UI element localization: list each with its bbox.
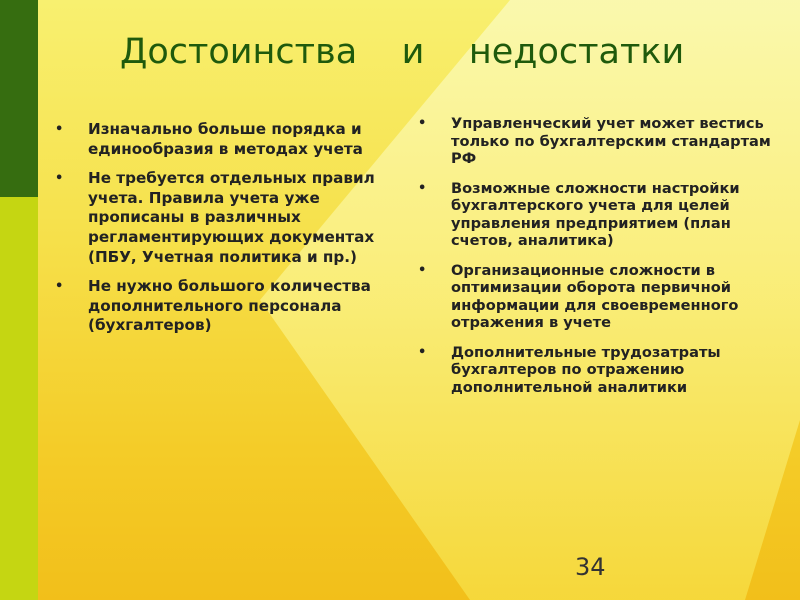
advantage-item <box>55 277 400 336</box>
bullet-icon: • <box>55 122 64 137</box>
bullet-icon: • <box>418 180 427 196</box>
bullet-icon: • <box>418 262 427 278</box>
advantage-item <box>55 169 400 267</box>
advantage-text: Изначально больше порядка и единообразия в методах учета <box>88 120 363 158</box>
disadvantage-text: Управленческий учет может вестись только по бухгалтерским стандартам РФ <box>451 115 771 167</box>
disadvantage-item <box>418 262 793 332</box>
bullet-icon: • <box>418 116 427 131</box>
disadvantage-item <box>418 115 793 168</box>
disadvantages-list <box>418 115 793 408</box>
page-number: 34 <box>575 553 606 581</box>
slide-title: Достоинства и недостатки <box>120 32 685 72</box>
disadvantage-text: Организационные сложности в оптимизации оборота первичной информации для своевременного отражения в учете <box>451 261 739 331</box>
disadvantage-item <box>418 180 793 250</box>
disadvantage-item <box>418 344 793 397</box>
advantage-text: Не требуется отдельных правил учета. Правила учета уже прописаны в различных регламентирующих документах (ПБУ, Учетная политика и пр.) <box>88 169 375 266</box>
bullet-icon: • <box>55 279 64 295</box>
advantage-item <box>55 120 400 159</box>
advantage-text: Не нужно большого количества дополнительного персонала (бухгалтеров) <box>88 277 371 335</box>
disadvantage-text: Дополнительные трудозатраты бухгалтеров по отражению дополнительной аналитики <box>451 343 721 396</box>
bullet-icon: • <box>418 344 427 360</box>
advantages-list <box>55 120 400 346</box>
bullet-icon: • <box>55 171 64 187</box>
disadvantage-text: Возможные сложности настройки бухгалтерского учета для целей управления предприятием (план счетов, аналитика) <box>451 179 740 249</box>
